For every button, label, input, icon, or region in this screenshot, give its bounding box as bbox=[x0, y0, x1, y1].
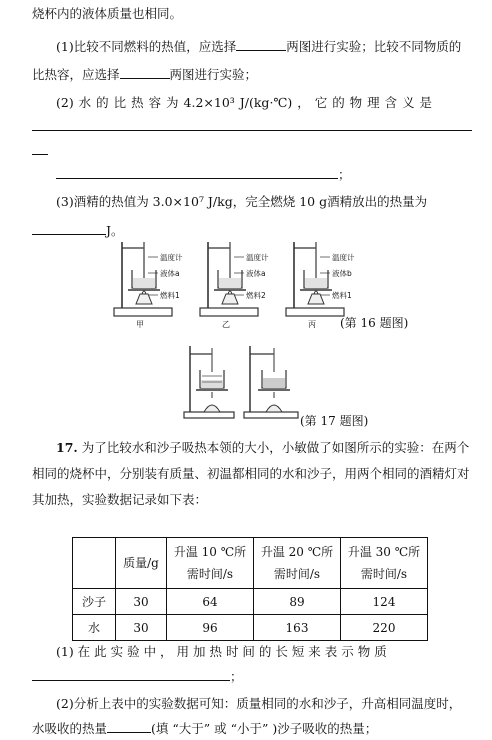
question-17-line-2: 相同的烧杯中，分别装有质量、初温都相同的水和沙子，用两个相同的酒精灯对 bbox=[32, 466, 470, 481]
question-17-part-2-text-c: (填 “大于” 或 “小于” )沙子吸收的热量； bbox=[151, 721, 378, 736]
answer-blank-17-2[interactable] bbox=[107, 720, 151, 733]
question-3-line-2 bbox=[32, 222, 124, 239]
data-table bbox=[72, 537, 428, 641]
question-17-part-2-line-2 bbox=[32, 720, 377, 737]
figure-17-caption: (第 17 题图) bbox=[300, 414, 369, 428]
header-text: 升温 20 ℃所 bbox=[260, 545, 334, 559]
header-text: 需时间/s bbox=[273, 567, 321, 581]
figure-16-label: 温度计 bbox=[246, 253, 269, 262]
figure-16-panel-name: 丙 bbox=[308, 320, 316, 329]
table-cell: 30 bbox=[116, 615, 167, 641]
table-header-mass bbox=[116, 538, 167, 589]
question-2-end-line bbox=[56, 166, 351, 183]
table-cell: 96 bbox=[167, 615, 254, 641]
question-1-text-c: 比热容，应选择 bbox=[32, 67, 120, 82]
answer-blank-17-1[interactable] bbox=[32, 668, 230, 681]
table-cell: 124 bbox=[341, 589, 428, 615]
intro-line: 烧杯内的液体质量也相同。 bbox=[32, 6, 183, 21]
figure-16-panel-name: 乙 bbox=[222, 320, 230, 329]
table-cell: 89 bbox=[254, 589, 341, 615]
question-3-unit: J。 bbox=[106, 223, 124, 238]
answer-rule-q2-1[interactable] bbox=[32, 130, 472, 131]
figure-16-label: 液体a bbox=[246, 269, 266, 278]
question-17-text-1: 为了比较水和沙子吸热本领的大小，小敏做了如图所示的实验：在两个 bbox=[81, 440, 470, 455]
question-1-line-2 bbox=[32, 66, 257, 83]
question-17-part-2-text-b: 水吸收的热量 bbox=[32, 721, 108, 736]
question-17-line-1 bbox=[56, 440, 469, 456]
figure-16-label: 液体b bbox=[332, 269, 352, 278]
figure-16-label: 燃料1 bbox=[160, 291, 180, 300]
figure-16-label: 温度计 bbox=[160, 253, 183, 262]
question-1-line bbox=[56, 38, 461, 55]
table-cell: 水 bbox=[73, 615, 116, 641]
table-header-30 bbox=[341, 538, 428, 589]
question-17-part-2: (2)分析上表中的实验数据可知：质量相同的水和沙子，升高相同温度时， bbox=[56, 696, 462, 711]
figure-16-panel-name: 甲 bbox=[136, 320, 144, 329]
header-text: 升温 10 ℃所 bbox=[173, 545, 247, 559]
question-17-part-1-end: ； bbox=[230, 669, 243, 684]
header-text: 需时间/s bbox=[360, 567, 408, 581]
answer-blank-1[interactable] bbox=[236, 38, 286, 51]
table-cell: 163 bbox=[254, 615, 341, 641]
header-text: 需时间/s bbox=[186, 567, 234, 581]
question-17-line-3: 其加热，实验数据记录如下表： bbox=[32, 492, 208, 507]
answer-blank-q2[interactable] bbox=[56, 166, 338, 179]
header-text: 质量/g bbox=[123, 556, 159, 570]
question-1-text-b: 两图进行实验；比较不同物质的 bbox=[286, 39, 462, 54]
figure-16-panel bbox=[200, 242, 269, 329]
question-17-part-1: (1) 在 此 实 验 中 ， 用 加 热 时 间 的 长 短 来 表 示 物 质 bbox=[56, 644, 387, 659]
figure-16-label: 燃料1 bbox=[332, 291, 352, 300]
table-header-20 bbox=[254, 538, 341, 589]
table-cell: 64 bbox=[167, 589, 254, 615]
figure-16-panel bbox=[114, 242, 183, 329]
table-header-corner bbox=[73, 538, 116, 589]
header-text: 升温 30 ℃所 bbox=[347, 545, 421, 559]
question-1-text-a: (1)比较不同燃料的热值，应选择 bbox=[56, 39, 237, 54]
figure-16-caption: (第 16 题图) bbox=[340, 316, 409, 330]
table-cell: 30 bbox=[116, 589, 167, 615]
table-cell: 沙子 bbox=[73, 589, 116, 615]
table-header-10 bbox=[167, 538, 254, 589]
table-row bbox=[73, 589, 428, 615]
question-17-part-1-line-2 bbox=[32, 668, 243, 685]
figure-16-label: 液体a bbox=[160, 269, 180, 278]
question-2-line: (2) 水 的 比 热 容 为 4.2×10³ J/(kg·℃) ， 它 的 物 理 含 义 是 bbox=[56, 95, 433, 110]
question-2-end-mark: ； bbox=[338, 167, 351, 182]
figure-17-left-setup bbox=[184, 346, 234, 418]
table-header-row bbox=[73, 538, 428, 589]
answer-blank-q3[interactable] bbox=[32, 222, 106, 235]
figure-17-right-setup bbox=[244, 346, 298, 418]
question-17-number: 17. bbox=[56, 440, 78, 455]
table-row bbox=[73, 615, 428, 641]
question-3-line: (3)酒精的热值为 3.0×10⁷ J/kg，完全燃烧 10 g酒精放出的热量为 bbox=[56, 194, 428, 209]
figure-16-label: 燃料2 bbox=[246, 291, 266, 300]
answer-rule-q2-2[interactable] bbox=[32, 154, 48, 155]
question-1-text-d: 两图进行实验； bbox=[169, 67, 258, 82]
figure-16-label: 温度计 bbox=[332, 253, 355, 262]
figure-17 bbox=[182, 342, 302, 422]
table-cell: 220 bbox=[341, 615, 428, 641]
answer-blank-2[interactable] bbox=[120, 66, 170, 79]
